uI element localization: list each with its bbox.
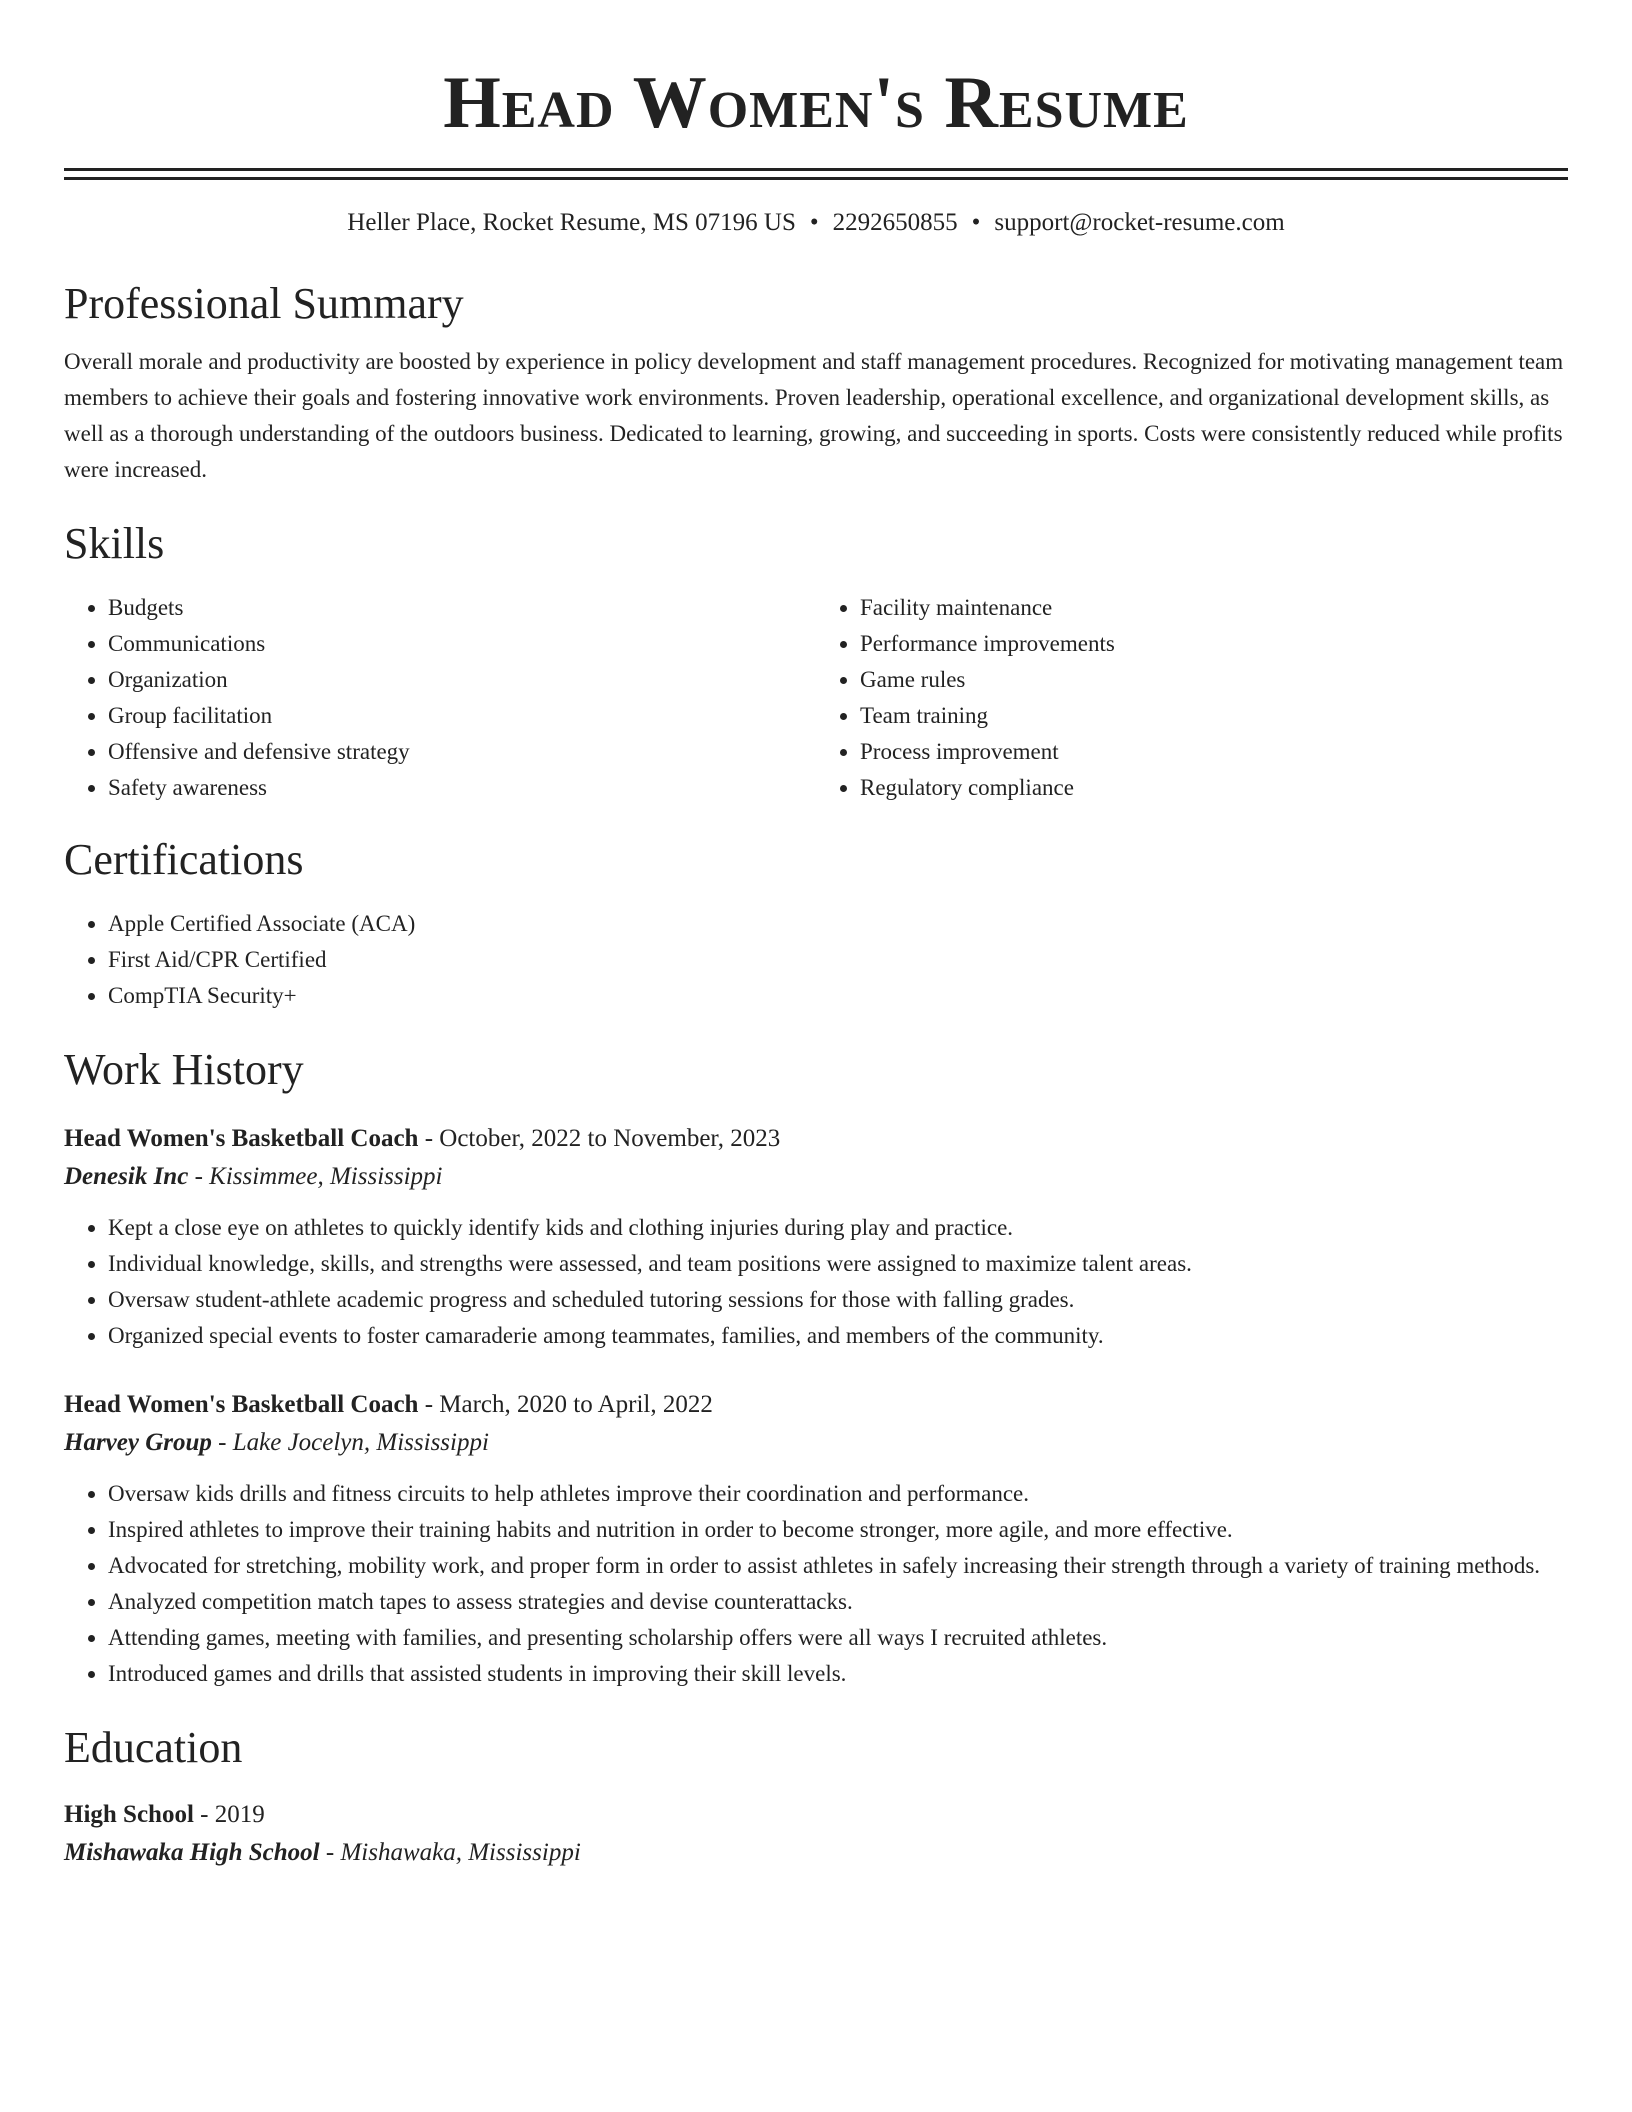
contact-email: support@rocket-resume.com — [994, 209, 1285, 236]
skill-item: • Performance improvements — [860, 626, 1568, 662]
skills-heading: Skills — [64, 519, 165, 568]
job-duties-list — [64, 1210, 1568, 1354]
school-name: Mishawaka High School — [64, 1839, 320, 1866]
title-divider-bottom — [64, 177, 1568, 180]
job-duty: • Organized special events to foster camaraderie among teammates, families, and members of the community. — [108, 1318, 1568, 1354]
job-duty: • Oversaw student-athlete academic progress and scheduled tutoring sessions for those with falling grades. — [108, 1282, 1568, 1318]
certification-item: • CompTIA Security+ — [108, 978, 1568, 1014]
degree: High School — [64, 1801, 194, 1828]
education-heading: Education — [64, 1723, 243, 1772]
contact-line — [64, 206, 1568, 240]
contact-address: Heller Place, Rocket Resume, MS 07196 US — [347, 209, 796, 236]
skill-item: • Organization — [108, 662, 816, 698]
job-title-line — [64, 1386, 1568, 1424]
skill-item: • Budgets — [108, 590, 816, 626]
job-duty: • Introduced games and drills that assisted students in improving their skill levels. — [108, 1656, 1568, 1692]
skill-item: • Regulatory compliance — [860, 770, 1568, 806]
skill-item: • Offensive and defensive strategy — [108, 734, 816, 770]
company-name: Denesik Inc — [64, 1163, 189, 1190]
job-dates: - March, 2020 to April, 2022 — [418, 1391, 713, 1418]
certification-item: • Apple Certified Associate (ACA) — [108, 906, 1568, 942]
skill-item: • Game rules — [860, 662, 1568, 698]
graduation-year: - 2019 — [193, 1801, 265, 1828]
contact-phone: 2292650855 — [832, 209, 958, 236]
contact-separator: • — [971, 209, 981, 236]
job-dates: - October, 2022 to November, 2023 — [418, 1125, 781, 1152]
summary-text: Overall morale and productivity are boosted by experience in policy development and staff management procedures. Recognized for motivating management team members to achieve their goals and fostering innovative work environments. Proven leadership, operational excellence, and organizational development skills, as well as a thorough understanding of the outdoors business. Dedicated to learning, growing, and succeeding in sports. Costs were consistently reduced while profits were increased. — [64, 349, 1564, 482]
job-duty: • Oversaw kids drills and fitness circuits to help athletes improve their coordination and performance. — [108, 1476, 1568, 1512]
skills-columns — [64, 590, 1568, 806]
skills-list-right — [816, 590, 1568, 806]
company-location: - Kissimmee, Mississippi — [188, 1163, 443, 1190]
job-title-line — [64, 1120, 1568, 1158]
job-duty: • Kept a close eye on athletes to quickly identify kids and clothing injuries during play and practice. — [108, 1210, 1568, 1246]
company-location: - Lake Jocelyn, Mississippi — [211, 1429, 489, 1456]
job-duty: • Analyzed competition match tapes to assess strategies and devise counterattacks. — [108, 1584, 1568, 1620]
work-history-heading: Work History — [64, 1045, 304, 1094]
summary-heading: Professional Summary — [64, 279, 464, 328]
certification-item: • First Aid/CPR Certified — [108, 942, 1568, 978]
education-entry — [64, 1796, 1568, 1872]
skill-item: • Facility maintenance — [860, 590, 1568, 626]
school-line — [64, 1834, 1568, 1872]
company-name: Harvey Group — [64, 1429, 212, 1456]
degree-line — [64, 1796, 1568, 1834]
company-line — [64, 1158, 1568, 1196]
skill-item: • Safety awareness — [108, 770, 816, 806]
job-duties-list — [64, 1476, 1568, 1692]
job-title: Head Women's Basketball Coach — [64, 1391, 419, 1418]
job-duty: • Inspired athletes to improve their training habits and nutrition in order to become stronger, more agile, and more effective. — [108, 1512, 1568, 1548]
job-duty: • Advocated for stretching, mobility work, and proper form in order to assist athletes in safely increasing their strength through a variety of training methods. — [108, 1548, 1568, 1584]
job-entry — [64, 1386, 1568, 1692]
skills-list-left — [64, 590, 816, 806]
skill-item: • Team training — [860, 698, 1568, 734]
certifications-heading: Certifications — [64, 835, 304, 884]
contact-separator: • — [809, 209, 819, 236]
resume-title: Head Women's Resume — [443, 62, 1189, 144]
certifications-list — [64, 906, 1568, 1014]
job-duty: • Individual knowledge, skills, and strengths were assessed, and team positions were assigned to maximize talent areas. — [108, 1246, 1568, 1282]
skill-item: • Communications — [108, 626, 816, 662]
skill-item: • Group facilitation — [108, 698, 816, 734]
title-divider-top — [64, 168, 1568, 171]
job-title: Head Women's Basketball Coach — [64, 1125, 419, 1152]
job-entry — [64, 1120, 1568, 1354]
school-location: - Mishawaka, Mississippi — [319, 1839, 581, 1866]
job-duty: • Attending games, meeting with families, and presenting scholarship offers were all ways I recruited athletes. — [108, 1620, 1568, 1656]
company-line — [64, 1424, 1568, 1462]
skill-item: • Process improvement — [860, 734, 1568, 770]
